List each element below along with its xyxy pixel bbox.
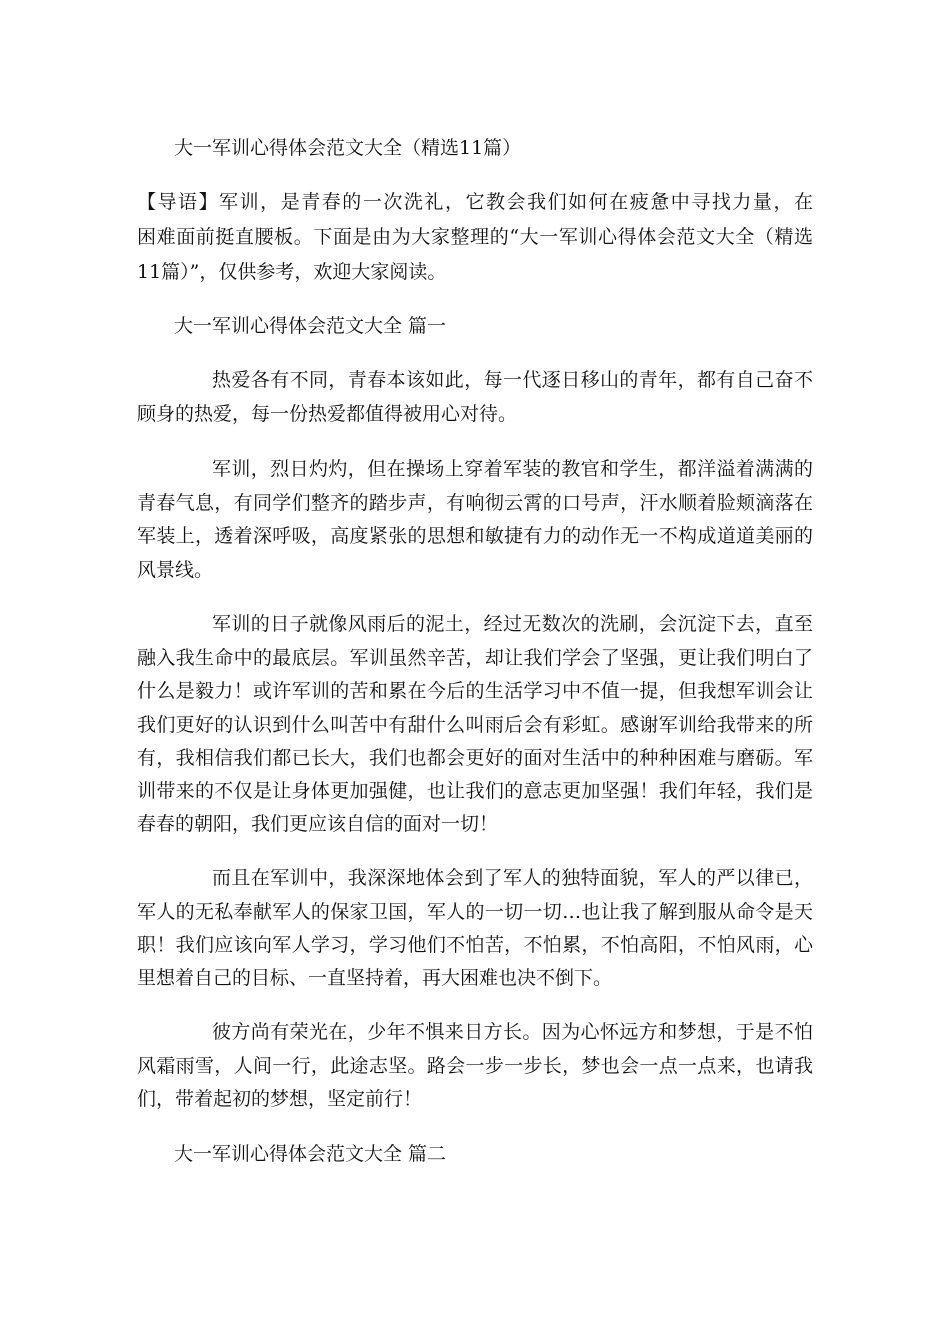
paragraph-line: 彼方尚有荣光在，少年不惧来日方长。因为心怀远方和梦想，于是不怕 [212, 1021, 813, 1043]
paragraph-line: 军人的无私奉献军人的保家卫国，军人的一切一切…也让我了解到服从命令是天 [137, 901, 813, 923]
paragraph-line: 职！我们应该向军人学习，学习他们不怕苦，不怕累，不怕高阳，不怕风雨，心 [137, 934, 813, 956]
paragraph-line: 们，带着起初的梦想，坚定前行！ [137, 1088, 423, 1110]
paragraph-line: 训带来的不仅是让身体更加强健，也让我们的意志更加坚强！我们年轻，我们是 [137, 780, 813, 802]
paragraph-line: 春春的朝阳，我们更应该自信的面对一切！ [137, 813, 499, 835]
paragraph-line: 热爱各有不同，青春本该如此，每一代逐日移山的青年，都有自己奋不 [212, 369, 813, 391]
section-heading-1: 大一军训心得体会范文大全 篇一 [174, 315, 447, 337]
paragraph-line: 风景线。 [137, 559, 214, 581]
paragraph-line: 军装上，透着深呼吸，高度紧张的思想和敏捷有力的动作无一不构成道道美丽的 [137, 525, 813, 547]
document-title: 大一军训心得体会范文大全（精选11篇） [174, 137, 522, 159]
paragraph-line: 什么是毅力！或许军训的苦和累在今后的生活学习中不值一提，但我想军训会让 [137, 680, 813, 702]
paragraph-line: 顾身的热爱，每一份热爱都值得被用心对待。 [137, 403, 518, 425]
intro-line: 【导语】军训，是青春的一次洗礼，它教会我们如何在疲惫中寻找力量，在 [137, 191, 813, 213]
paragraph-line: 军训的日子就像风雨后的泥土，经过无数次的洗刷，会沉淀下去，直至 [212, 613, 813, 635]
paragraph-line: 有，我相信我们都已长大，我们也都会更好的面对生活中的种种困难与磨砺。军 [137, 747, 813, 769]
section-heading-2: 大一军训心得体会范文大全 篇二 [174, 1143, 447, 1165]
paragraph-line: 我们更好的认识到什么叫苦中有甜什么叫雨后会有彩虹。感谢军训给我带来的所 [137, 714, 813, 736]
intro-line: 11篇）”，仅供参考，欢迎大家阅读。 [137, 261, 447, 283]
paragraph-line: 里想着自己的目标、一直坚持着，再大困难也决不倒下。 [137, 967, 613, 989]
paragraph-line: 融入我生命中的最底层。军训虽然辛苦，却让我们学会了坚强，更让我们明白了 [137, 647, 813, 669]
paragraph-line: 风霜雨雪，人间一行，此途志坚。路会一步一步长，梦也会一点一点来，也请我 [137, 1055, 813, 1077]
paragraph-line: 青春气息，有同学们整齐的踏步声，有响彻云霄的口号声，汗水顺着脸颊滴落在 [137, 492, 813, 514]
paragraph-line: 而且在军训中，我深深地体会到了军人的独特面貌，军人的严以律已， [212, 867, 813, 889]
intro-line: 困难面前挺直腰板。下面是由为大家整理的“大一军训心得体会范文大全（精选 [137, 226, 813, 248]
paragraph-line: 军训，烈日灼灼，但在操场上穿着军装的教官和学生，都洋溢着满满的 [212, 458, 813, 480]
